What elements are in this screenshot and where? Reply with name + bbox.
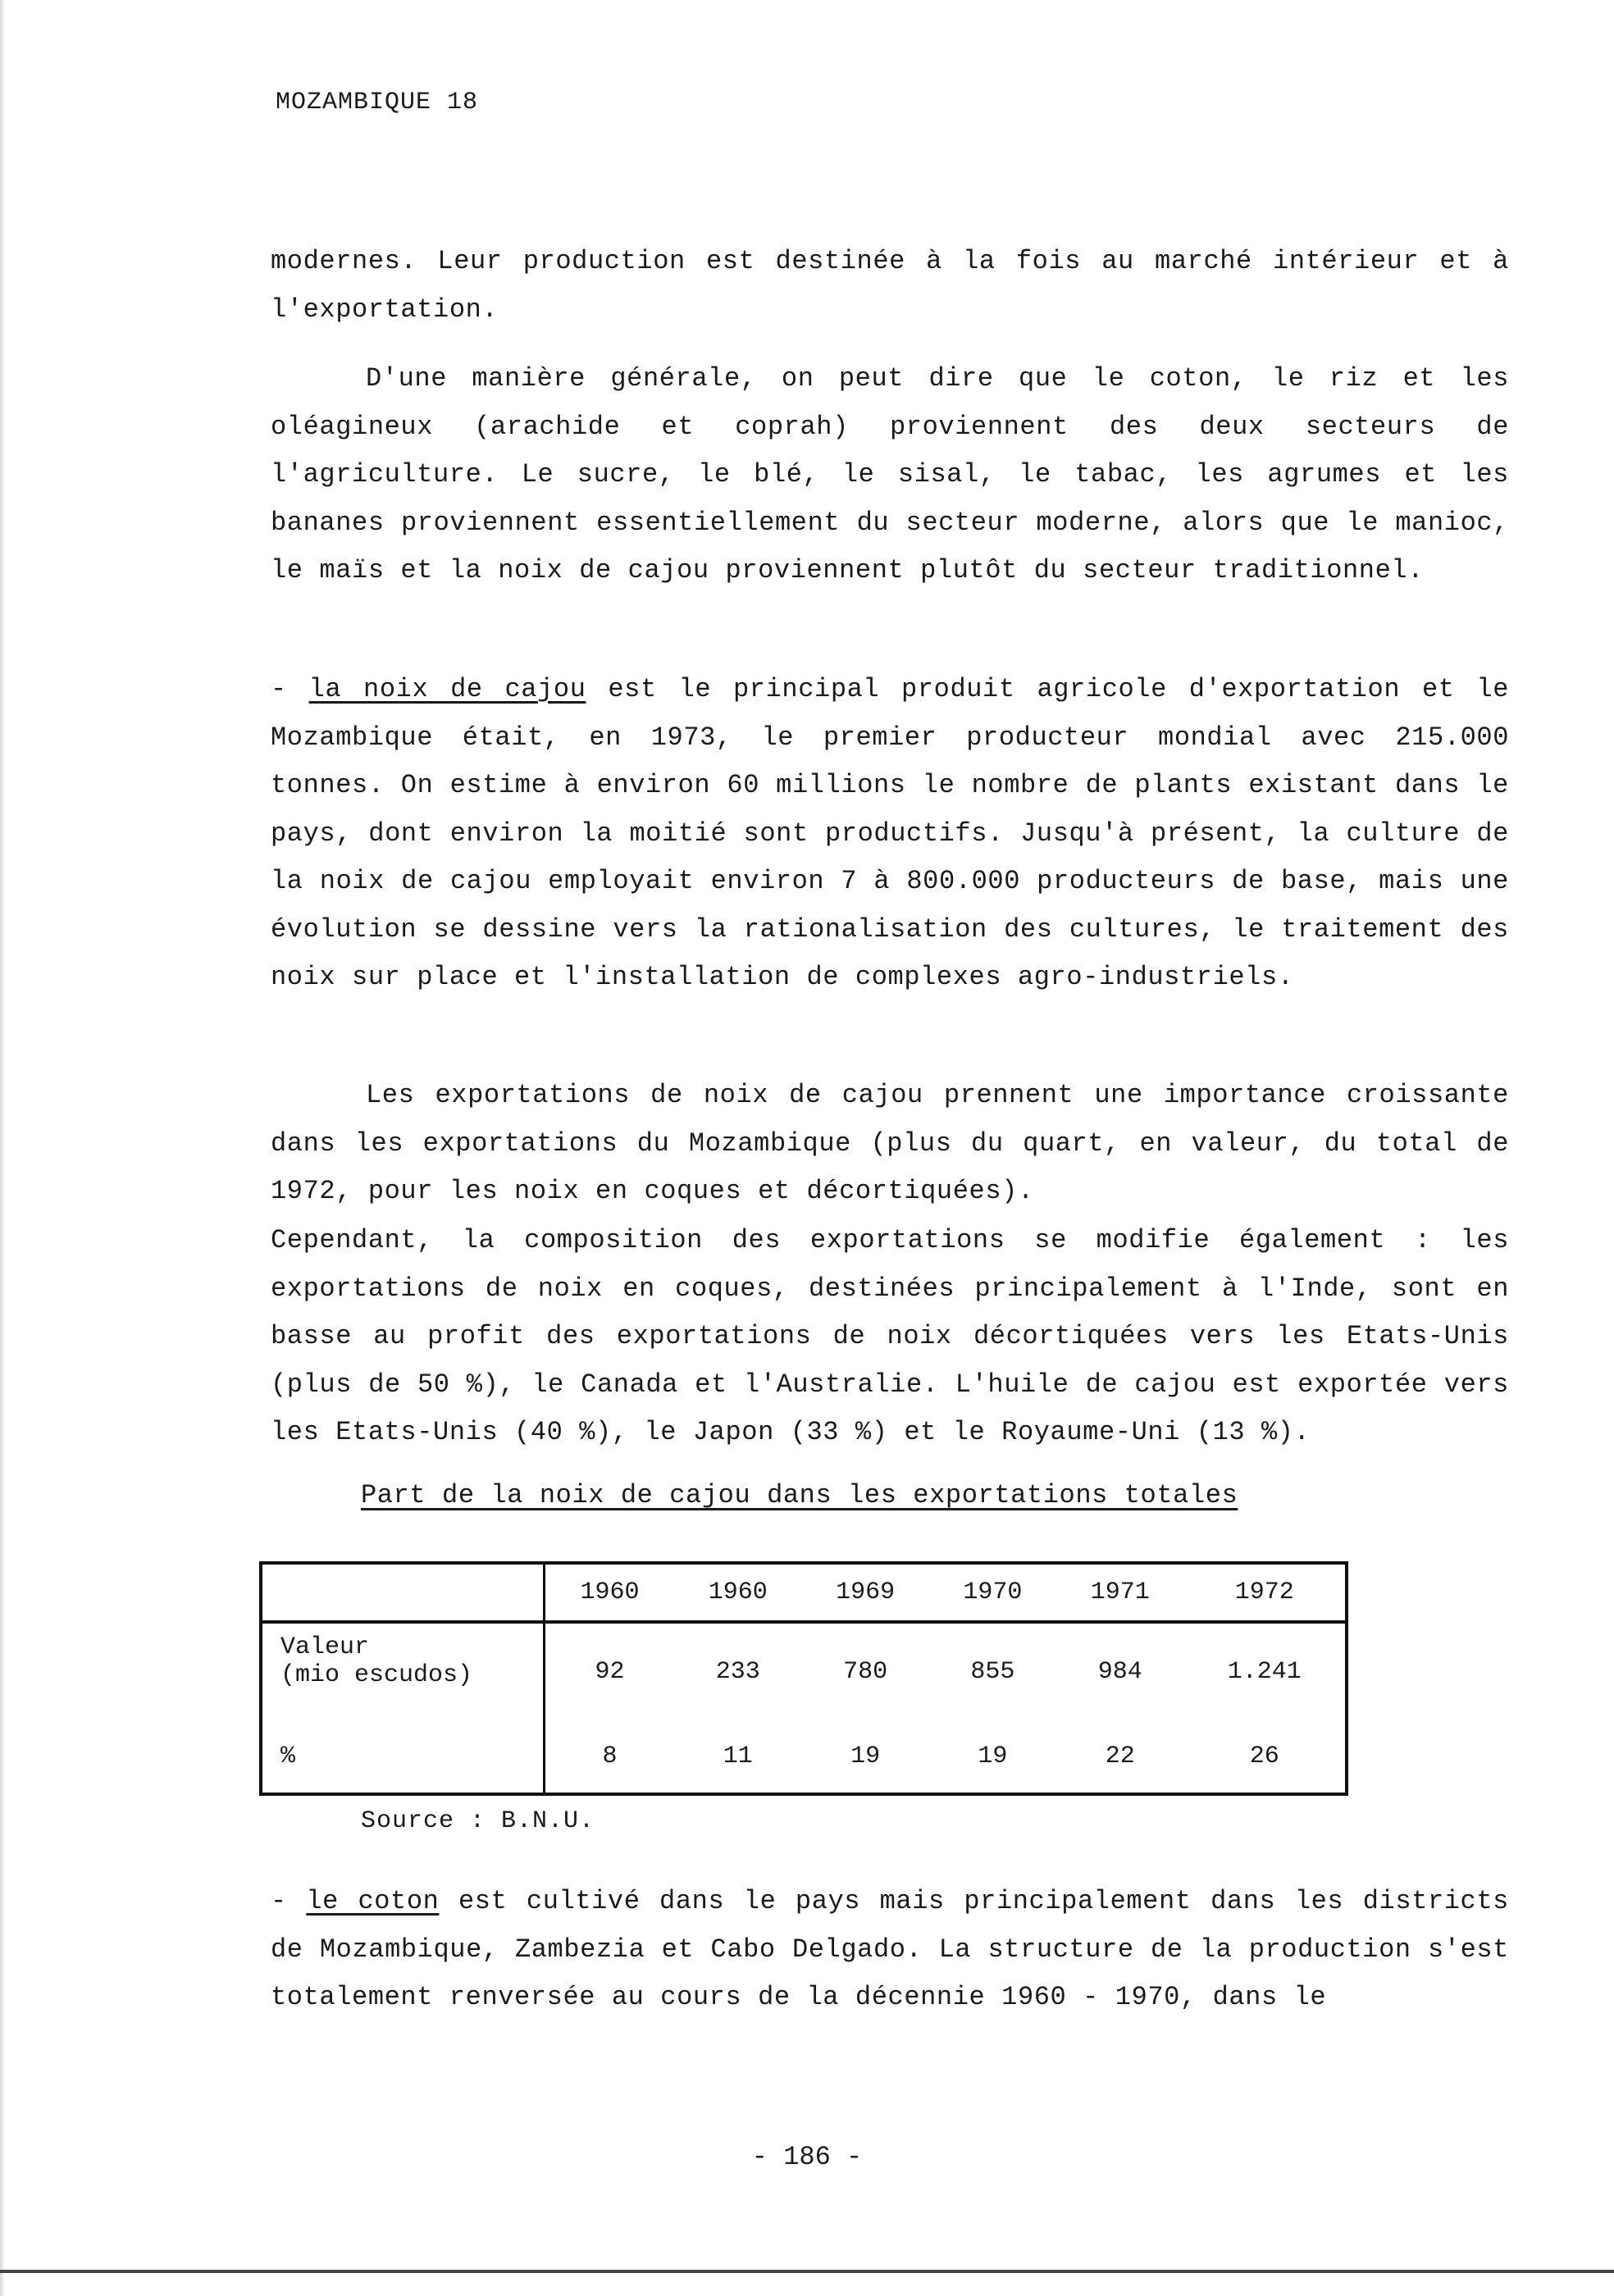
table-cell: 780 (843, 1658, 888, 1686)
table-cell: 92 (595, 1658, 625, 1686)
table-row-valeur (261, 1622, 1347, 1720)
row-label-valeur (261, 1622, 545, 1720)
cashew-text: est le principal produit agricole d'exportation et le Mozambique était, en 1973, le premier producteur mondial avec 215.000 tonnes. On estime à environ 60 millions le nombre de plants existant dans le pays, dont environ la moitié sont productifs. Jusqu'à présent, la culture de la noix de cajou employait environ 7 à 800.000 producteurs de base, mais une évolution se dessine vers la rationalisation des cultures, le traitement des noix sur place et l'installation de complexes agro-industriels. (271, 674, 1509, 992)
table-row-percent (261, 1720, 1347, 1794)
year-header: 1960 (545, 1563, 675, 1622)
table-cell: 22 (1105, 1742, 1135, 1770)
bottom-rule (0, 2270, 1614, 2273)
paragraph-4: Les exportations de noix de cajou prennent une importance croissante dans les exportations du Mozambique (plus du quart, en valeur, du total de 1972, pour les noix en coques et décortiquées). (271, 1080, 1509, 1206)
page-number: - 186 - (751, 2142, 863, 2172)
table-corner-cell (261, 1563, 545, 1622)
year-header: 1971 (1056, 1563, 1183, 1622)
table-source: Source : B.N.U. (361, 1807, 595, 1835)
row-label-line: % (280, 1742, 296, 1770)
cashew-exports-table (259, 1561, 1348, 1796)
cashew-heading: la noix de cajou (308, 674, 586, 704)
table-cell: 233 (715, 1658, 760, 1686)
row-label-percent (261, 1720, 545, 1794)
paragraph-cashew (271, 666, 1509, 1002)
table-cell: 26 (1249, 1742, 1279, 1770)
paragraph-2: D'une manière générale, on peut dire que le coton, le riz et les oléagineux (arachide et coprah) proviennent des deux secteurs de l'agriculture. Le sucre, le blé, le sisal, le tabac, les agrumes et les bananes proviennent essentiellement du secteur moderne, alors que le manioc, le maïs et la noix de cajou proviennent plutôt du secteur traditionnel. (271, 363, 1509, 585)
table-cell: 1.241 (1227, 1658, 1302, 1686)
paragraph-1: modernes. Leur production est destinée à la fois au marché intérieur et à l'exportation. (271, 246, 1509, 325)
year-header: 1969 (801, 1563, 928, 1622)
table-header-row (261, 1563, 1347, 1622)
paragraph-5: Cependant, la composition des exportations se modifie également : les exportations de noix en coques, destinées principalement à l'Inde, sont en basse au profit des exportations de noix décortiquées vers les Etats-Unis (plus de 50 %), le Canada et l'Australie. L'huile de cajou est exportée vers les Etats-Unis (40 %), le Japon (33 %) et le Royaume-Uni (13 %). (271, 1225, 1509, 1447)
table-title: Part de la noix de cajou dans les exportations totales (361, 1480, 1238, 1510)
table-cell: 19 (978, 1742, 1008, 1770)
paragraph-cotton (271, 1878, 1509, 2022)
row-label-line: Valeur (280, 1633, 370, 1661)
table-cell: 8 (602, 1742, 618, 1770)
year-header: 1970 (929, 1563, 1056, 1622)
bullet-dash: - (271, 1886, 287, 1916)
cotton-text: est cultivé dans le pays mais principalement dans les districts de Mozambique, Zambezia et Cabo Delgado. La structure de la production s'est totalement renversée au cours de la décennie 1960 - 1970, dans le (271, 1886, 1509, 2012)
bullet-dash: - (271, 674, 287, 704)
page-edge (0, 0, 5, 2296)
table-cell: 855 (970, 1658, 1015, 1686)
table-cell: 19 (850, 1742, 881, 1770)
page-header: MOZAMBIQUE 18 (276, 89, 479, 116)
row-label-line: (mio escudos) (280, 1661, 473, 1689)
table-cell: 11 (723, 1742, 753, 1770)
table-cell: 984 (1097, 1658, 1142, 1686)
year-header: 1972 (1183, 1563, 1347, 1622)
cotton-heading: le coton (306, 1886, 440, 1916)
year-header: 1960 (674, 1563, 801, 1622)
